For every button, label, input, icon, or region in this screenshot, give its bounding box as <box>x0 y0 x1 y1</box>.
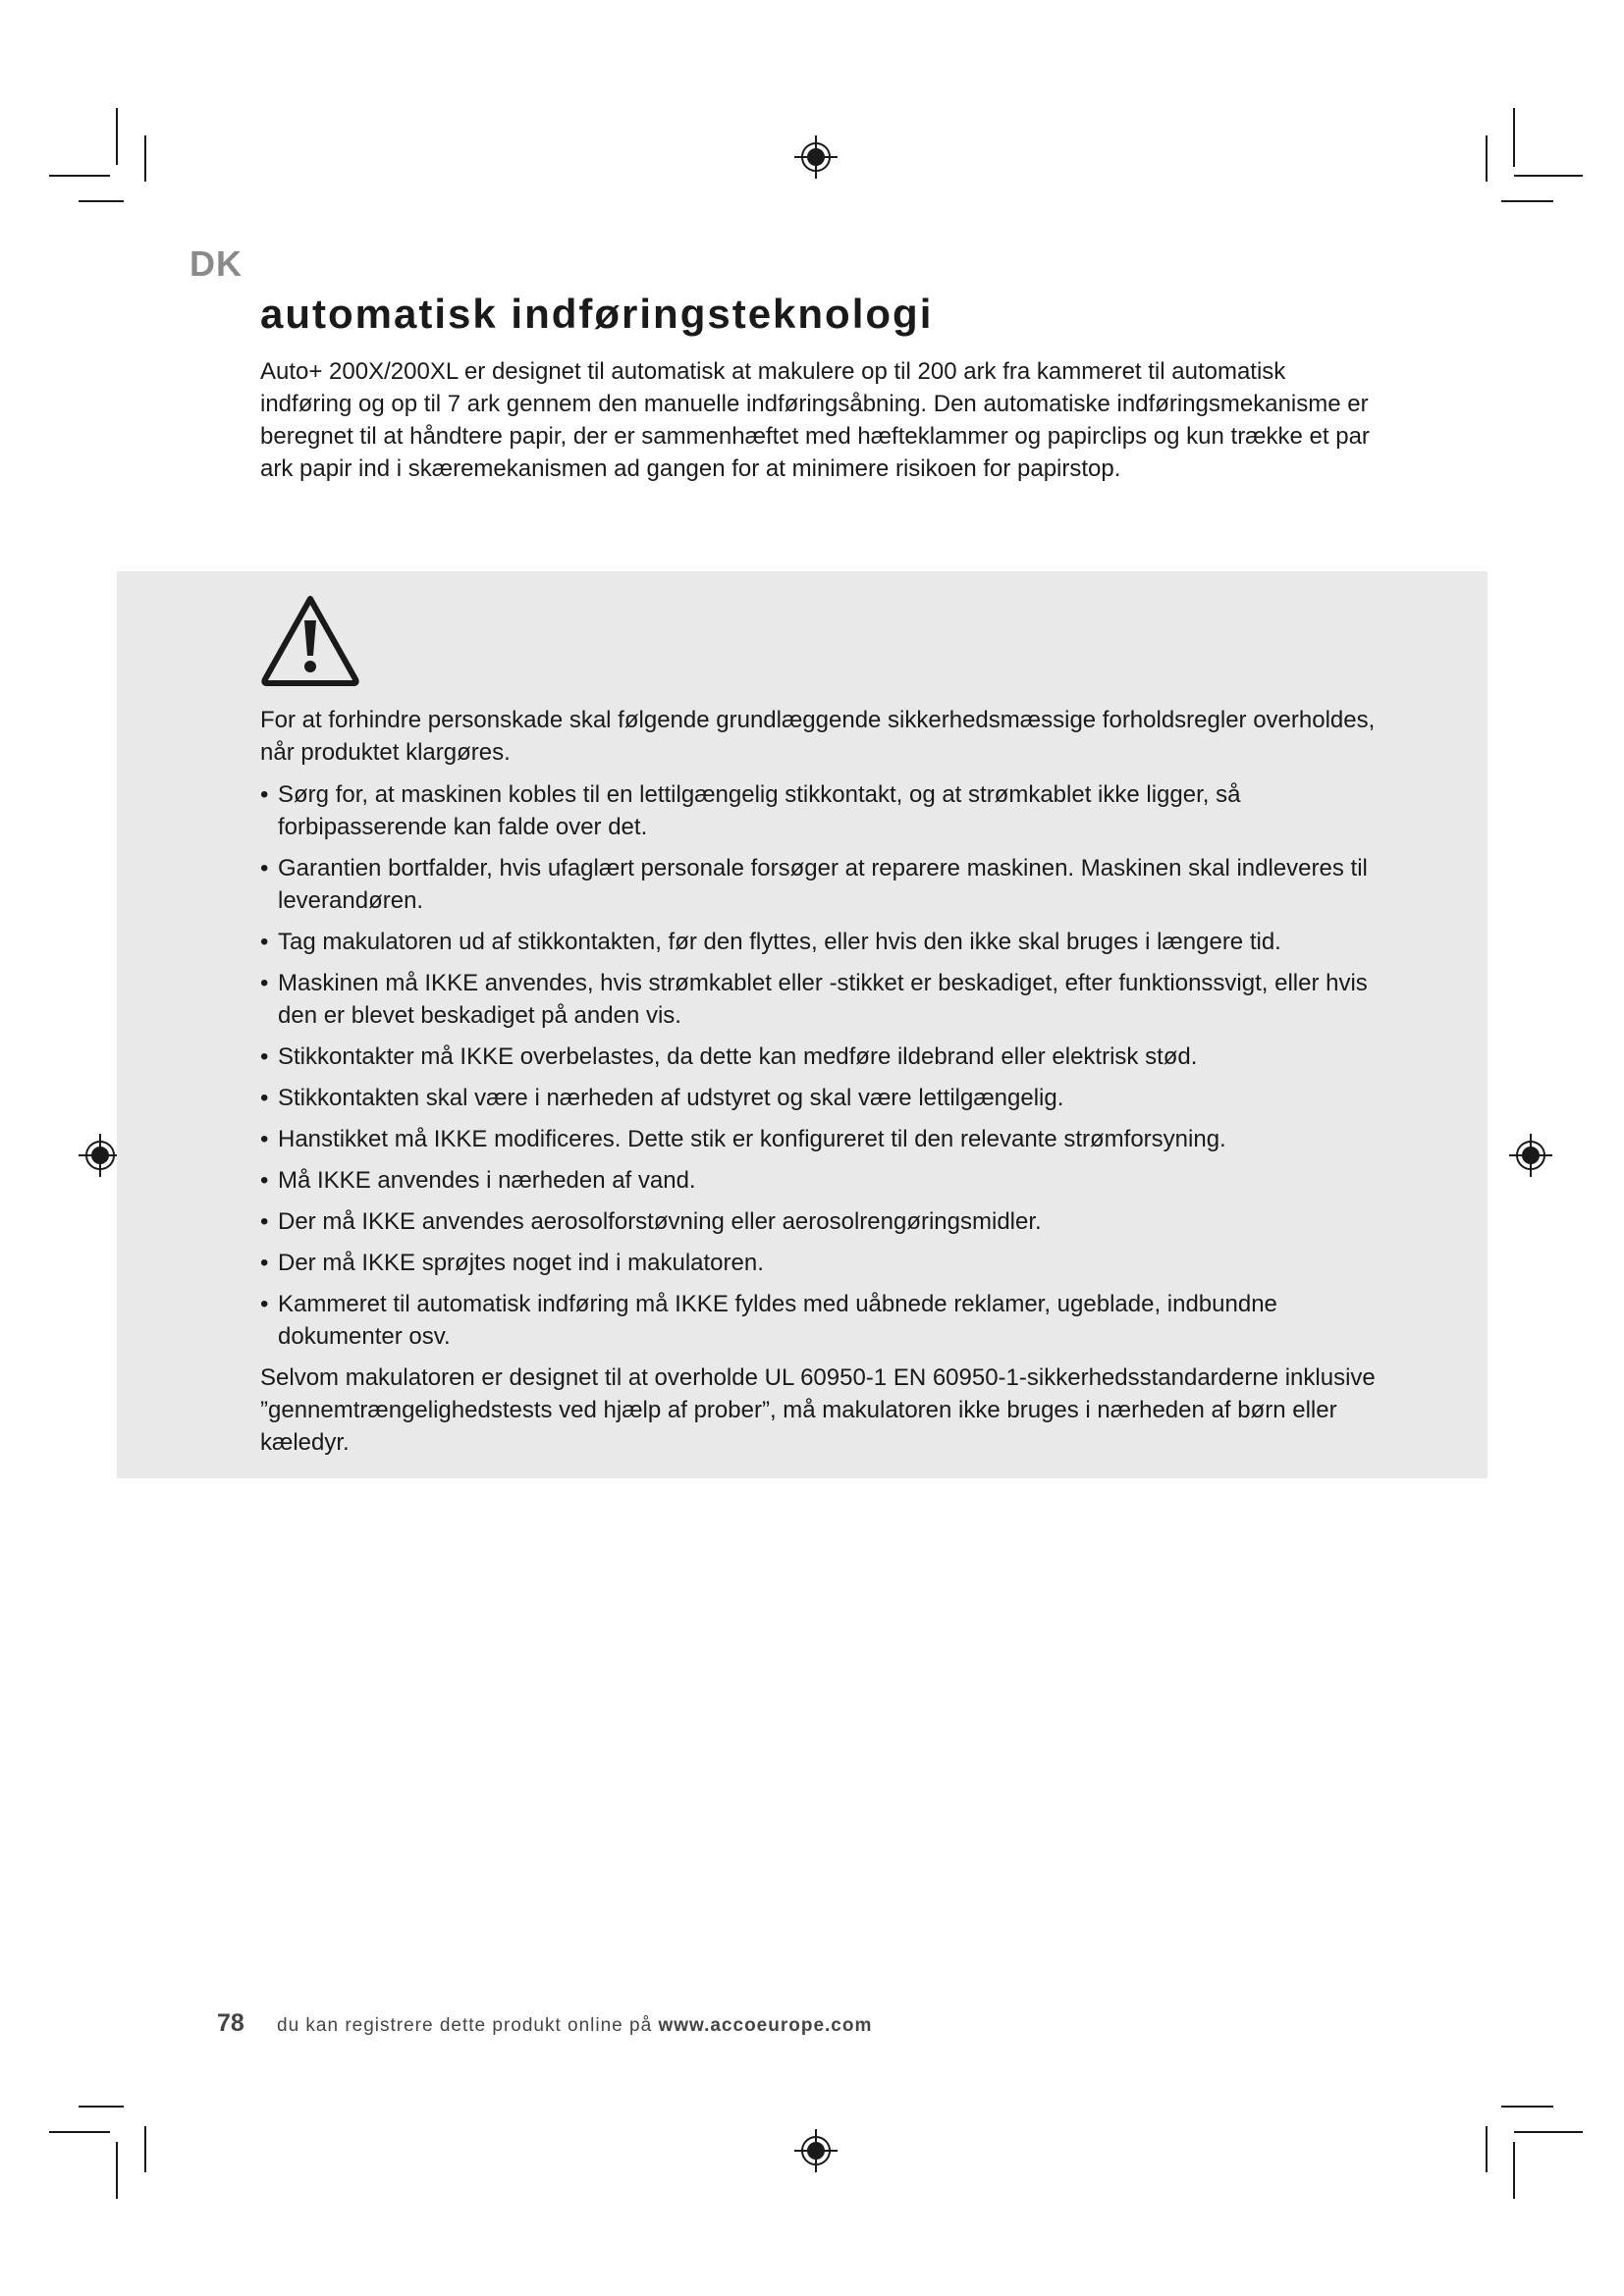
list-item: • Der må IKKE anvendes aerosolforstøvning eller aerosolrengøringsmidler. <box>260 1208 1042 1235</box>
list-item: • Hanstikket må IKKE modificeres. Dette stik er konfigureret til den relevante strømforsyning. <box>260 1126 1226 1152</box>
registration-target-right <box>1509 1134 1552 1177</box>
list-item: • Må IKKE anvendes i nærheden af vand. <box>260 1167 696 1194</box>
list-item: • Garantien bortfalder, hvis ufaglært personale forsøger at reparere maskinen. Maskinen skal indleveres til leverandøren. <box>260 855 1368 914</box>
registration-target-bottom <box>794 2129 838 2172</box>
footer-text: du kan registrere dette produkt online på www.accoeurope.com <box>277 2015 873 2036</box>
list-item: • Der må IKKE sprøjtes noget ind i makulatoren. <box>260 1250 764 1276</box>
intro-paragraph: Auto+ 200X/200XL er designet til automatisk at makulere op til 200 ark fra kammeret til automatisk indføring og op til 7 ark gennem den manuelle indføringsåbning. Den automatiske indføringsmekanisme er beregnet til at håndtere papir, der er sammenhæftet med hæfteklammer og papirclips og kun trække et par ark papir ind i skæremekanismen ad gangen for at minimere risikoen for papirstop. <box>260 358 1370 482</box>
warning-closing: Selvom makulatoren er designet til at overholde UL 60950-1 EN 60950-1-sikkerhedsstandarderne inklusive ”gennemtrængelighedstests ved hjælp af prober”, må makulatoren ikke bruges i nærheden af børn eller kæledyr. <box>260 1364 1376 1456</box>
warning-triangle-icon <box>259 593 361 687</box>
page-title: automatisk indføringsteknologi <box>260 291 934 337</box>
safety-warning-box <box>117 571 1488 1478</box>
list-item: • Maskinen må IKKE anvendes, hvis strømkablet eller -stikket er beskadiget, efter funktionssvigt, eller hvis den er blevet beskadiget på anden vis. <box>260 970 1368 1029</box>
registration-target-left <box>79 1134 122 1177</box>
list-item: • Stikkontakter må IKKE overbelastes, da dette kan medføre ildebrand eller elektrisk stød. <box>260 1043 1198 1070</box>
registration-target-top <box>794 135 838 179</box>
footer-url[interactable]: www.accoeurope.com <box>658 2015 873 2036</box>
warning-lead: For at forhindre personskade skal følgende grundlæggende sikkerhedsmæssige forholdsregler overholdes, når produktet klargøres. <box>260 707 1376 766</box>
warning-content <box>260 704 1380 1468</box>
list-item: • Tag makulatoren ud af stikkontakten, før den flyttes, eller hvis den ikke skal bruges i længere tid. <box>260 929 1281 955</box>
list-item: • Stikkontakten skal være i nærheden af udstyret og skal være lettilgængelig. <box>260 1085 1064 1111</box>
list-item: • Kammeret til automatisk indføring må IKKE fyldes med uåbnede reklamer, ugeblade, indbundne dokumenter osv. <box>260 1291 1277 1350</box>
page-number: 78 <box>217 2009 244 2037</box>
language-code: DK <box>189 243 243 284</box>
list-item: • Sørg for, at maskinen kobles til en lettilgængelig stikkontakt, og at strømkablet ikke ligger, så forbipasserende kan falde over det. <box>260 781 1241 840</box>
warning-list <box>260 778 1380 1353</box>
